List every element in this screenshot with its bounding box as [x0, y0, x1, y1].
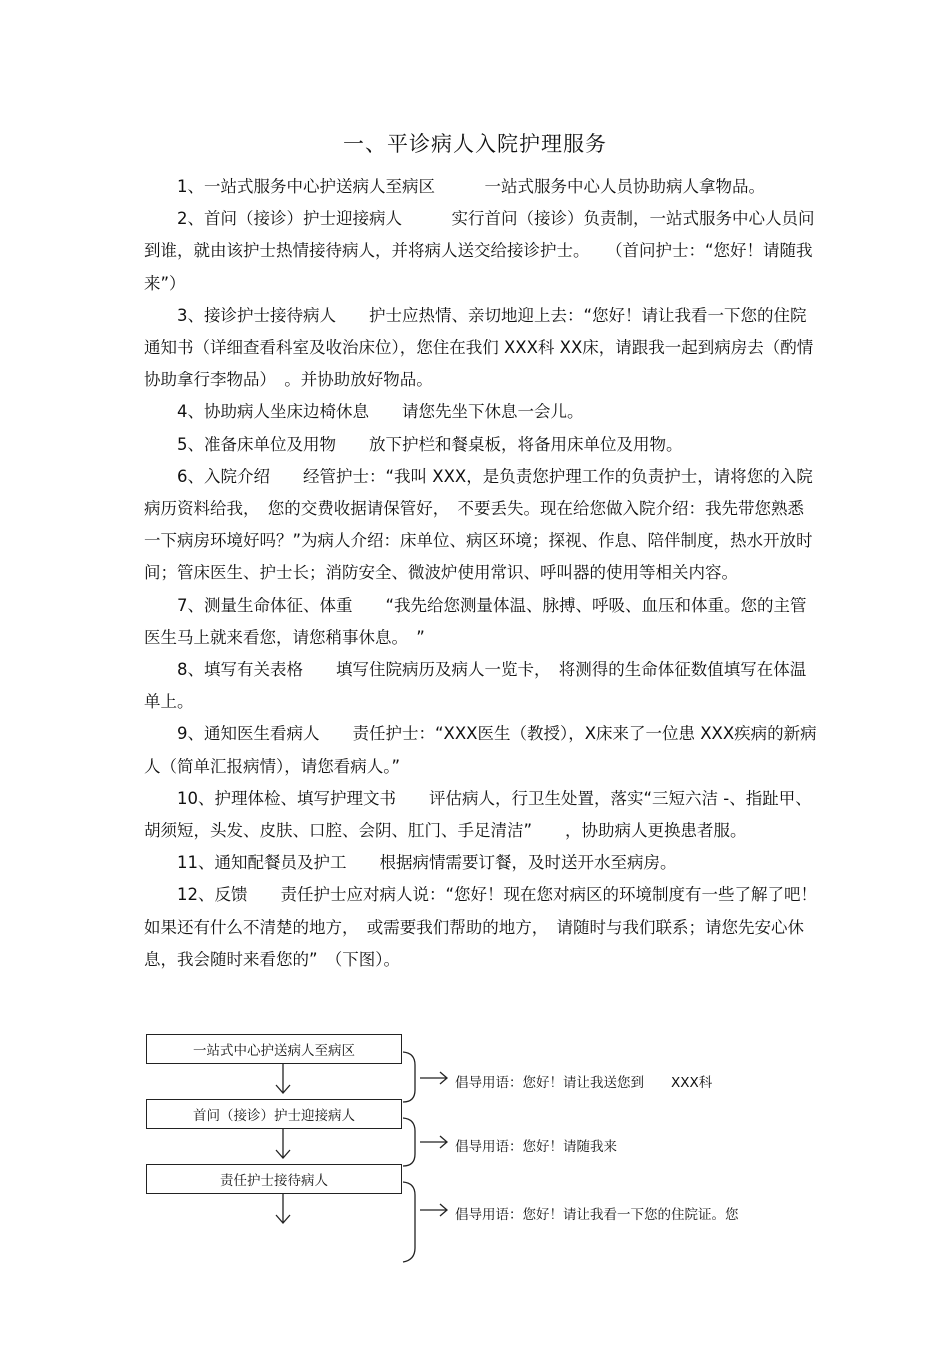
page-title: 一、平诊病人入院护理服务 [343, 132, 607, 156]
paragraph-12: 12、反馈 责任护士应对病人说：“您好！现在您对病区的环境制度有一些了解了吧！如果还有什么不清楚的地方， 或需要我们帮助的地方， 请随时与我们联系；请您先安心休息，我会随时来看您的” （下图）。 [144, 885, 818, 969]
bracket-2 [403, 1118, 415, 1166]
paragraph-6: 6、入院介绍 经管护士：“我叫 XXX，是负责您护理工作的负责护士，请将您的入院病历资料给我， 您的交费收据请保管好， 不要丢失。现在给您做入院介绍：我先带您熟悉一下病房环境好吗？”为病人介绍：床单位、病区环境；探视、作息、陪伴制度，热水开放时间；管床医生、护士长；消防安全、微波炉使用常识、呼叫器的使用等相关内容。 [144, 466, 813, 583]
paragraph-9: 9、通知医生看病人 责任护士：“XXX医生（教授），X床来了一位患 XXX疾病的新病人（简单汇报病情），请您看病人。” [144, 724, 817, 776]
paragraph-4: 4、协助病人坐床边椅休息 请您先坐下休息一会儿。 [177, 402, 584, 422]
paragraph-3: 3、接诊护士接待病人 护士应热情、亲切地迎上去：“您好！请让我看一下您的住院通知书（详细查看科室及收治床位），您住在我们 XXX科 XX床，请跟我一起到病房去（酌情协助拿行李物品） 。并协助放好物品。 [144, 305, 814, 390]
paragraph-11: 11、通知配餐员及护工 根据病情需要订餐，及时送开水至病房。 [177, 853, 677, 873]
flow-note-1: 倡导用语：您好！请让我送您到 XXX科 [455, 1075, 713, 1091]
paragraph-5: 5、准备床单位及用物 放下护栏和餐桌板，将备用床单位及用物。 [177, 434, 683, 454]
flow-step-1: 一站式中心护送病人至病区 [146, 1034, 402, 1064]
paragraph-7: 7、测量生命体征、体重 “我先给您测量体温、脉搏、呼吸、血压和体重。您的主管医生马上就来看您，请您稍事休息。 ” [144, 595, 807, 647]
paragraph-10: 10、护理体检、填写护理文书 评估病人，行卫生处置，落实“三短六洁 -、指趾甲、胡须短，头发、皮肤、口腔、会阴、肛门、手足清洁” ，协助病人更换患者服。 [144, 788, 812, 841]
paragraph-2: 2、首问（接诊）护士迎接病人 实行首问（接诊）负责制，一站式服务中心人员问到谁，就由该护士热情接待病人，并将病人送交给接诊护士。 （首问护士：“您好！请随我来”） [144, 209, 815, 293]
paragraph-8: 8、填写有关表格 填写住院病历及病人一览卡， 将测得的生命体征数值填写在体温单上。 [144, 660, 807, 712]
flow-note-3: 倡导用语：您好！请让我看一下您的住院证。您 [455, 1207, 739, 1223]
flow-note-2: 倡导用语：您好！请随我来 [455, 1139, 617, 1155]
flow-step-2: 首问（接诊）护士迎接病人 [146, 1099, 402, 1129]
paragraph-1: 1、一站式服务中心护送病人至病区 一站式服务中心人员协助病人拿物品。 [177, 177, 765, 196]
flow-step-3: 责任护士接待病人 [146, 1164, 402, 1194]
bracket-3 [403, 1182, 415, 1262]
bracket-1 [403, 1052, 415, 1102]
